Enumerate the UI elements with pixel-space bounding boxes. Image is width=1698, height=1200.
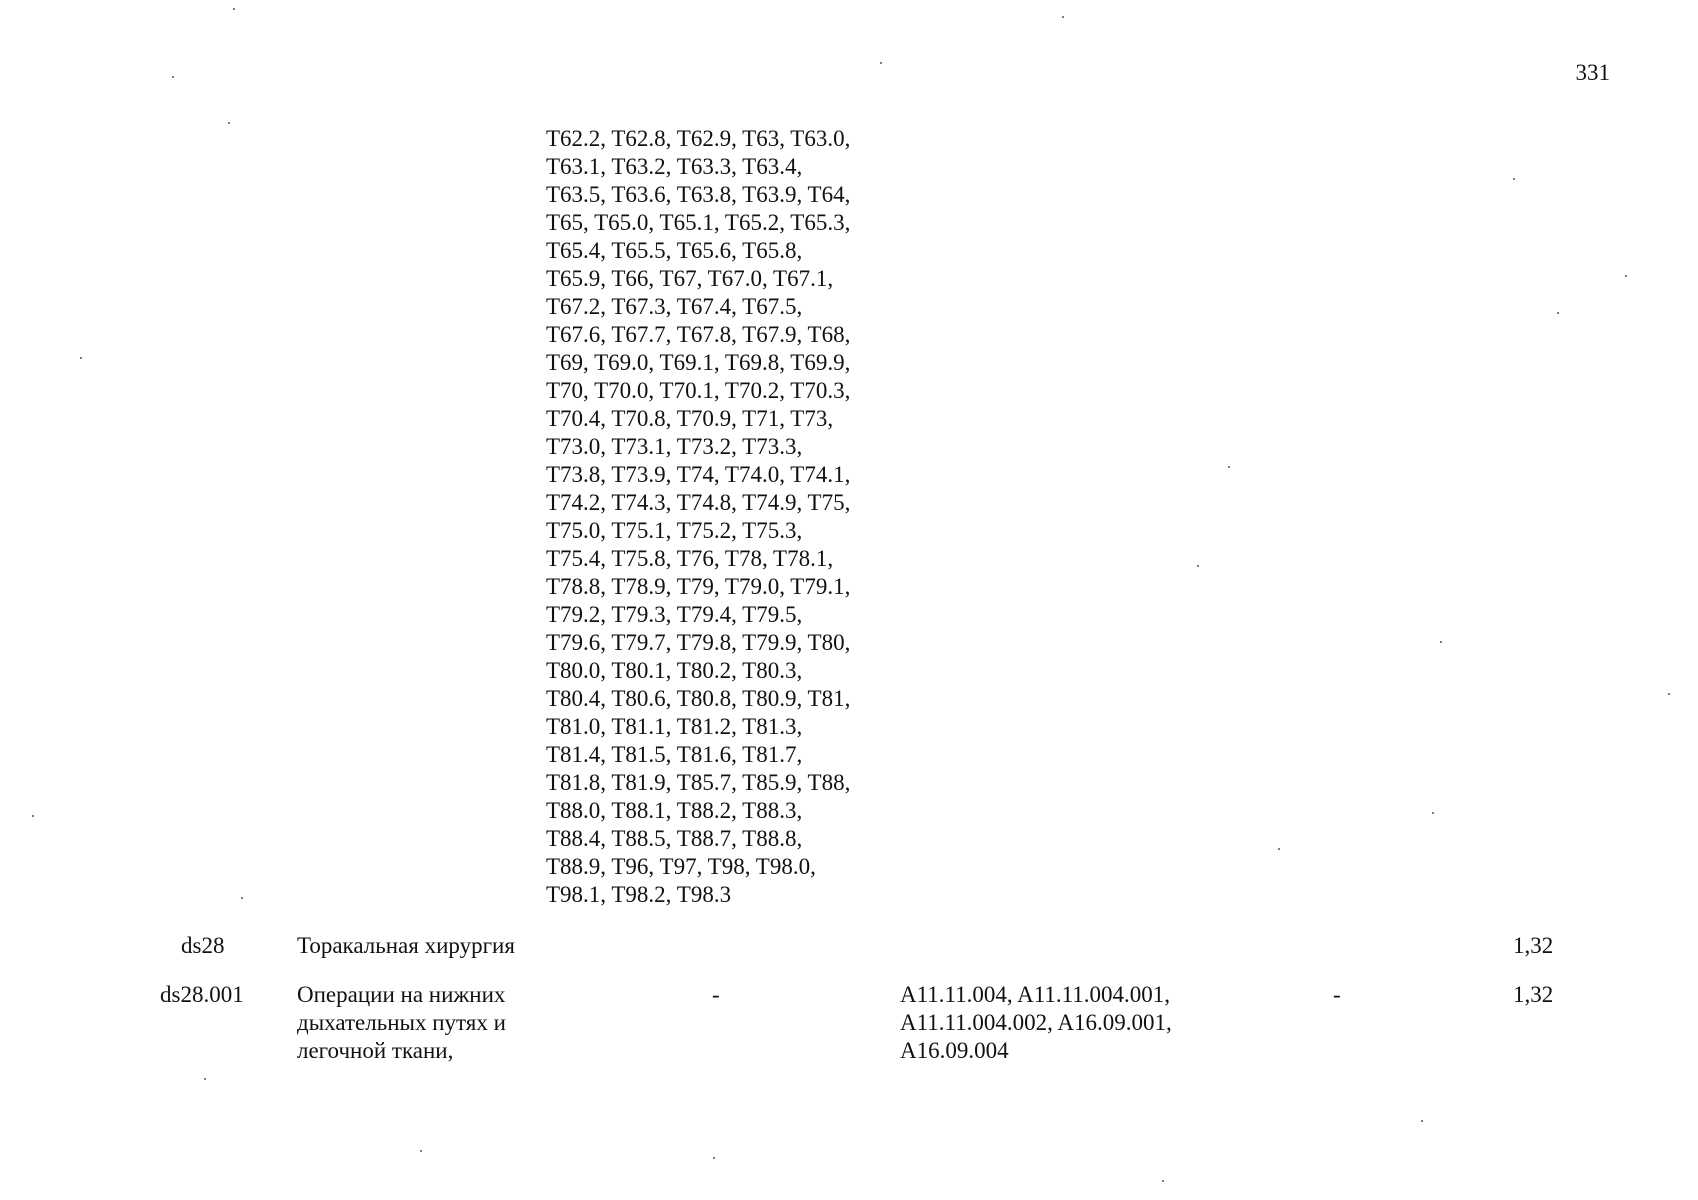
- codes-line: T78.8, T78.9, T79, T79.0, T79.1,: [546, 574, 851, 599]
- row-coefficient: 1,32: [1513, 982, 1554, 1007]
- codes-line: T65, T65.0, T65.1, T65.2, T65.3,: [546, 210, 851, 235]
- page-number: 331: [1575, 60, 1610, 85]
- codes-line: T88.9, T96, T97, T98, T98.0,: [546, 854, 816, 879]
- row-other: -: [1333, 982, 1341, 1007]
- codes-line: T73.8, T73.9, T74, T74.0, T74.1,: [546, 462, 851, 487]
- codes-line: T75.0, T75.1, T75.2, T75.3,: [546, 518, 803, 543]
- codes-line: T88.4, T88.5, T88.7, T88.8,: [546, 826, 803, 851]
- scan-speck: [1162, 1180, 1164, 1182]
- row-services: [900, 981, 1172, 1065]
- codes-line: T74.2, T74.3, T74.8, T74.9, T75,: [546, 490, 851, 515]
- scan-speck: [1557, 312, 1559, 314]
- codes-line: T81.0, T81.1, T81.2, T81.3,: [546, 714, 803, 739]
- codes-line: T67.2, T67.3, T67.4, T67.5,: [546, 294, 803, 319]
- scan-speck: [1421, 1120, 1423, 1122]
- scan-speck: [1668, 693, 1670, 695]
- codes-line: T75.4, T75.8, T76, T78, T78.1,: [546, 546, 834, 571]
- codes-line: T79.6, T79.7, T79.8, T79.9, T80,: [546, 630, 851, 655]
- scan-speck: [228, 122, 230, 124]
- row-coefficient: 1,32: [1513, 933, 1554, 958]
- row-name-line: Операции на нижних: [297, 982, 506, 1007]
- codes-line: T62.2, T62.8, T62.9, T63, T63.0,: [546, 126, 851, 151]
- scan-speck: [1432, 812, 1434, 814]
- codes-line: T67.6, T67.7, T67.8, T67.9, T68,: [546, 322, 851, 347]
- scan-speck: [241, 897, 243, 899]
- scan-speck: [1513, 178, 1515, 180]
- codes-line: T69, T69.0, T69.1, T69.8, T69.9,: [546, 350, 851, 375]
- codes-line: T79.2, T79.3, T79.4, T79.5,: [546, 602, 803, 627]
- row-diagnosis: -: [712, 982, 720, 1007]
- row-services-line: A16.09.004: [900, 1038, 1009, 1063]
- scan-speck: [880, 62, 882, 64]
- codes-line: T80.0, T80.1, T80.2, T80.3,: [546, 658, 803, 683]
- codes-line: T63.5, T63.6, T63.8, T63.9, T64,: [546, 182, 851, 207]
- row-services-line: A11.11.004.002, A16.09.001,: [900, 1010, 1172, 1035]
- row-name-line: легочной ткани,: [297, 1038, 454, 1063]
- codes-line: T81.4, T81.5, T81.6, T81.7,: [546, 742, 803, 767]
- scan-speck: [1062, 16, 1064, 18]
- row-services-line: A11.11.004, A11.11.004.001,: [900, 982, 1171, 1007]
- scan-speck: [1228, 466, 1230, 468]
- codes-line: T65.4, T65.5, T65.6, T65.8,: [546, 238, 803, 263]
- scan-speck: [1278, 848, 1280, 850]
- scan-speck: [420, 1150, 422, 1152]
- row-name-line: дыхательных путях и: [297, 1010, 506, 1035]
- codes-line: T70, T70.0, T70.1, T70.2, T70.3,: [546, 378, 851, 403]
- scan-speck: [713, 1157, 715, 1159]
- codes-line: T70.4, T70.8, T70.9, T71, T73,: [546, 406, 834, 431]
- scan-speck: [1625, 275, 1627, 277]
- codes-line: T81.8, T81.9, T85.7, T85.9, T88,: [546, 770, 851, 795]
- scan-speck: [233, 8, 235, 10]
- row-name: [297, 981, 506, 1065]
- codes-line: T88.0, T88.1, T88.2, T88.3,: [546, 798, 803, 823]
- scan-speck: [204, 1078, 206, 1080]
- scan-speck: [80, 357, 82, 359]
- scan-speck: [172, 76, 174, 78]
- codes-line: T80.4, T80.6, T80.8, T80.9, T81,: [546, 686, 851, 711]
- row-code: ds28.001: [160, 982, 244, 1007]
- scan-speck: [1197, 565, 1199, 567]
- codes-line: T65.9, T66, T67, T67.0, T67.1,: [546, 266, 834, 291]
- codes-line: T98.1, T98.2, T98.3: [546, 882, 732, 907]
- scan-speck: [32, 815, 34, 817]
- row-name: Торакальная хирургия: [297, 933, 515, 958]
- row-code: ds28: [181, 933, 225, 958]
- codes-line: T63.1, T63.2, T63.3, T63.4,: [546, 154, 803, 179]
- scan-speck: [1440, 641, 1442, 643]
- codes-line: T73.0, T73.1, T73.2, T73.3,: [546, 434, 803, 459]
- diagnosis-codes-list: [546, 125, 850, 909]
